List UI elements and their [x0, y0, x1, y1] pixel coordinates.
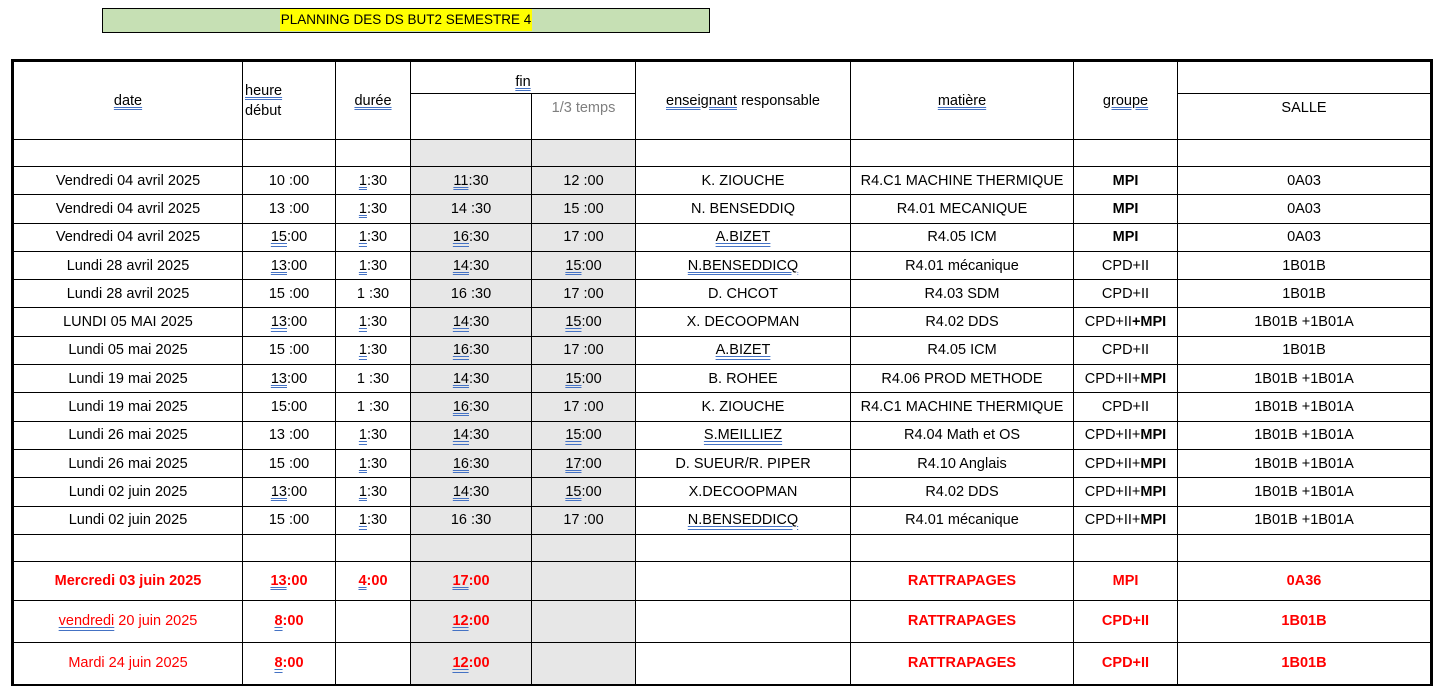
table-row: [13, 251, 1432, 279]
cell-duree[interactable]: 1:30: [336, 449, 411, 477]
cell-enseignant[interactable]: N. BENSEDDIQ: [636, 195, 851, 223]
cell-salle[interactable]: 1B01B +1B01A: [1178, 308, 1432, 336]
cell-fin[interactable]: 16 :30: [411, 280, 532, 308]
blank-row: [13, 140, 1432, 167]
table-row: [13, 393, 1432, 421]
cell-duree[interactable]: 1:30: [336, 167, 411, 195]
cell-duree[interactable]: [336, 600, 411, 642]
cell-heure[interactable]: 10 :00: [243, 167, 336, 195]
table-row: [13, 506, 1432, 534]
cell-date[interactable]: vendredi 20 juin 2025: [13, 600, 243, 642]
cell-heure[interactable]: 15 :00: [243, 280, 336, 308]
table-row: [13, 449, 1432, 477]
cell-tiers-temps[interactable]: 17 :00: [532, 280, 636, 308]
cell-matiere[interactable]: R4.06 PROD METHODE: [851, 365, 1074, 393]
cell-matiere[interactable]: R4.04 Math et OS: [851, 421, 1074, 449]
cell-tiers-temps[interactable]: 12 :00: [532, 167, 636, 195]
cell-duree[interactable]: 1 :30: [336, 393, 411, 421]
cell-salle[interactable]: 1B01B: [1178, 600, 1432, 642]
cell-salle[interactable]: 1B01B +1B01A: [1178, 449, 1432, 477]
cell-tiers-temps[interactable]: 15:00: [532, 251, 636, 279]
cell-groupe[interactable]: CPD+II: [1074, 393, 1178, 421]
cell-heure[interactable]: 15 :00: [243, 336, 336, 364]
cell-enseignant[interactable]: A.BIZET: [636, 223, 851, 251]
cell-fin[interactable]: 14:30: [411, 308, 532, 336]
cell-groupe[interactable]: MPI: [1074, 561, 1178, 600]
cell-fin[interactable]: 14:30: [411, 421, 532, 449]
cell-heure[interactable]: 13:00: [243, 478, 336, 506]
cell-salle[interactable]: 1B01B: [1178, 336, 1432, 364]
cell-date[interactable]: Lundi 26 mai 2025: [13, 421, 243, 449]
cell-tiers-temps[interactable]: 15 :00: [532, 195, 636, 223]
header-matiere[interactable]: matière: [851, 61, 1074, 140]
cell-duree[interactable]: 1:30: [336, 308, 411, 336]
cell-fin[interactable]: 16:30: [411, 393, 532, 421]
cell-fin[interactable]: 14:30: [411, 251, 532, 279]
cell-groupe[interactable]: MPI: [1074, 167, 1178, 195]
cell-tiers-temps[interactable]: 17 :00: [532, 336, 636, 364]
cell-fin[interactable]: 12:00: [411, 600, 532, 642]
cell-salle[interactable]: 1B01B +1B01A: [1178, 393, 1432, 421]
cell-tiers-temps[interactable]: 15:00: [532, 421, 636, 449]
cell-enseignant[interactable]: K. ZIOUCHE: [636, 167, 851, 195]
sheet-title: [102, 8, 710, 33]
cell-matiere[interactable]: R4.C1 MACHINE THERMIQUE: [851, 393, 1074, 421]
cell-heure[interactable]: 13:00: [243, 308, 336, 336]
cell-duree[interactable]: 4:00: [336, 561, 411, 600]
cell-salle[interactable]: 1B01B +1B01A: [1178, 421, 1432, 449]
cell-heure[interactable]: 8:00: [243, 642, 336, 685]
cell-salle[interactable]: 1B01B: [1178, 642, 1432, 685]
rattrapage-row: [13, 561, 1432, 600]
cell-enseignant[interactable]: X. DECOOPMAN: [636, 308, 851, 336]
rattrapage-row: [13, 600, 1432, 642]
cell-groupe[interactable]: CPD+II+MPI: [1074, 421, 1178, 449]
cell-heure[interactable]: 15:00: [243, 393, 336, 421]
cell-enseignant[interactable]: N.BENSEDDICQ: [636, 506, 851, 534]
cell-heure[interactable]: 13:00: [243, 365, 336, 393]
cell-date[interactable]: LUNDI 05 MAI 2025: [13, 308, 243, 336]
cell-matiere[interactable]: RATTRAPAGES: [851, 642, 1074, 685]
cell-matiere[interactable]: R4.03 SDM: [851, 280, 1074, 308]
cell-duree[interactable]: 1:30: [336, 195, 411, 223]
cell-enseignant[interactable]: [636, 561, 851, 600]
cell-salle[interactable]: 1B01B +1B01A: [1178, 506, 1432, 534]
header-date[interactable]: date: [13, 61, 243, 140]
cell-duree[interactable]: 1:30: [336, 251, 411, 279]
cell-date[interactable]: Lundi 28 avril 2025: [13, 280, 243, 308]
cell-date[interactable]: Mercredi 03 juin 2025: [13, 561, 243, 600]
cell-date[interactable]: Lundi 26 mai 2025: [13, 449, 243, 477]
cell-tiers-temps[interactable]: 17:00: [532, 449, 636, 477]
table-row: [13, 421, 1432, 449]
cell-matiere[interactable]: R4.02 DDS: [851, 478, 1074, 506]
cell-matiere[interactable]: R4.10 Anglais: [851, 449, 1074, 477]
header-enseignant[interactable]: enseignant responsable: [636, 61, 851, 140]
cell-date[interactable]: Vendredi 04 avril 2025: [13, 223, 243, 251]
cell-groupe[interactable]: CPD+II+MPI: [1074, 365, 1178, 393]
cell-duree[interactable]: 1 :30: [336, 365, 411, 393]
rattrapage-row: [13, 642, 1432, 685]
cell-date[interactable]: Vendredi 04 avril 2025: [13, 195, 243, 223]
table-row: [13, 478, 1432, 506]
cell-enseignant[interactable]: X.DECOOPMAN: [636, 478, 851, 506]
cell-date[interactable]: Lundi 02 juin 2025: [13, 506, 243, 534]
cell-fin[interactable]: 16:30: [411, 336, 532, 364]
cell-tiers-temps[interactable]: 15:00: [532, 365, 636, 393]
cell-fin[interactable]: 16:30: [411, 223, 532, 251]
cell-tiers-temps[interactable]: [532, 642, 636, 685]
cell-duree[interactable]: 1:30: [336, 478, 411, 506]
cell-groupe[interactable]: CPD+II+MPI: [1074, 506, 1178, 534]
cell-heure[interactable]: 13:00: [243, 251, 336, 279]
header-salle[interactable]: SALLE: [1178, 94, 1432, 140]
table-row: [13, 365, 1432, 393]
planning-table: [11, 59, 1433, 686]
header-groupe[interactable]: groupe: [1074, 61, 1178, 140]
cell-enseignant[interactable]: D. CHCOT: [636, 280, 851, 308]
cell-date[interactable]: Lundi 28 avril 2025: [13, 251, 243, 279]
cell-tiers-temps[interactable]: [532, 561, 636, 600]
cell-salle[interactable]: 0A03: [1178, 167, 1432, 195]
cell-heure[interactable]: 13 :00: [243, 421, 336, 449]
header-row-1: [13, 61, 1432, 94]
cell-date[interactable]: Lundi 19 mai 2025: [13, 365, 243, 393]
cell-date[interactable]: Mardi 24 juin 2025: [13, 642, 243, 685]
table-row: [13, 336, 1432, 364]
cell-groupe[interactable]: CPD+II+MPI: [1074, 449, 1178, 477]
table-row: [13, 308, 1432, 336]
cell-enseignant[interactable]: [636, 642, 851, 685]
cell-salle[interactable]: 0A36: [1178, 561, 1432, 600]
cell-heure[interactable]: 15 :00: [243, 506, 336, 534]
cell-fin[interactable]: 11:30: [411, 167, 532, 195]
cell-tiers-temps[interactable]: [532, 600, 636, 642]
cell-duree[interactable]: [336, 642, 411, 685]
cell-heure[interactable]: 13:00: [243, 561, 336, 600]
cell-duree[interactable]: 1 :30: [336, 280, 411, 308]
header-fin[interactable]: fin: [411, 61, 636, 94]
cell-enseignant[interactable]: B. ROHEE: [636, 365, 851, 393]
cell-fin[interactable]: 12:00: [411, 642, 532, 685]
cell-groupe[interactable]: CPD+II+MPI: [1074, 308, 1178, 336]
cell-heure[interactable]: 8:00: [243, 600, 336, 642]
table-row: [13, 223, 1432, 251]
cell-heure[interactable]: 13 :00: [243, 195, 336, 223]
cell-fin[interactable]: 14 :30: [411, 195, 532, 223]
cell-matiere[interactable]: RATTRAPAGES: [851, 561, 1074, 600]
table-row: [13, 167, 1432, 195]
cell-duree[interactable]: 1:30: [336, 336, 411, 364]
header-salle-top[interactable]: [1178, 61, 1432, 94]
cell-matiere[interactable]: R4.C1 MACHINE THERMIQUE: [851, 167, 1074, 195]
cell-matiere[interactable]: R4.01 mécanique: [851, 251, 1074, 279]
sheet-title-text: PLANNING DES DS BUT2 SEMESTRE 4: [280, 9, 533, 31]
cell-fin[interactable]: 14:30: [411, 478, 532, 506]
cell-date[interactable]: Lundi 02 juin 2025: [13, 478, 243, 506]
table-row: [13, 280, 1432, 308]
header-fin-sub[interactable]: [411, 94, 532, 140]
cell-groupe[interactable]: CPD+II: [1074, 280, 1178, 308]
cell-matiere[interactable]: R4.01 MECANIQUE: [851, 195, 1074, 223]
cell-tiers-temps[interactable]: 15:00: [532, 308, 636, 336]
cell-salle[interactable]: 1B01B: [1178, 251, 1432, 279]
cell-fin[interactable]: 16:30: [411, 449, 532, 477]
cell-tiers-temps[interactable]: 17 :00: [532, 393, 636, 421]
cell-tiers-temps[interactable]: 17 :00: [532, 223, 636, 251]
cell-groupe[interactable]: MPI: [1074, 195, 1178, 223]
header-tiers-temps[interactable]: 1/3 temps: [532, 94, 636, 140]
cell-salle[interactable]: 1B01B +1B01A: [1178, 365, 1432, 393]
cell-enseignant[interactable]: D. SUEUR/R. PIPER: [636, 449, 851, 477]
cell-duree[interactable]: 1:30: [336, 506, 411, 534]
table-row: [13, 195, 1432, 223]
cell-matiere[interactable]: R4.05 ICM: [851, 223, 1074, 251]
cell-fin[interactable]: 16 :30: [411, 506, 532, 534]
cell-date[interactable]: Vendredi 04 avril 2025: [13, 167, 243, 195]
cell-date[interactable]: Lundi 19 mai 2025: [13, 393, 243, 421]
cell-matiere[interactable]: R4.05 ICM: [851, 336, 1074, 364]
cell-fin[interactable]: 17:00: [411, 561, 532, 600]
cell-groupe[interactable]: CPD+II: [1074, 642, 1178, 685]
cell-groupe[interactable]: MPI: [1074, 223, 1178, 251]
cell-date[interactable]: Lundi 05 mai 2025: [13, 336, 243, 364]
cell-matiere[interactable]: RATTRAPAGES: [851, 600, 1074, 642]
cell-salle[interactable]: 1B01B: [1178, 280, 1432, 308]
cell-groupe[interactable]: CPD+II: [1074, 251, 1178, 279]
cell-groupe[interactable]: CPD+II: [1074, 336, 1178, 364]
spacer-row: [13, 534, 1432, 561]
cell-salle[interactable]: 0A03: [1178, 223, 1432, 251]
header-duree[interactable]: durée: [336, 61, 411, 140]
cell-salle[interactable]: 1B01B +1B01A: [1178, 478, 1432, 506]
cell-enseignant[interactable]: A.BIZET: [636, 336, 851, 364]
cell-matiere[interactable]: R4.01 mécanique: [851, 506, 1074, 534]
cell-tiers-temps[interactable]: 15:00: [532, 478, 636, 506]
cell-salle[interactable]: 0A03: [1178, 195, 1432, 223]
cell-enseignant[interactable]: K. ZIOUCHE: [636, 393, 851, 421]
cell-groupe[interactable]: CPD+II: [1074, 600, 1178, 642]
cell-duree[interactable]: 1:30: [336, 421, 411, 449]
header-heure-debut[interactable]: heure début: [243, 61, 336, 140]
cell-tiers-temps[interactable]: 17 :00: [532, 506, 636, 534]
cell-groupe[interactable]: CPD+II+MPI: [1074, 478, 1178, 506]
cell-enseignant[interactable]: N.BENSEDDICQ: [636, 251, 851, 279]
cell-heure[interactable]: 15 :00: [243, 449, 336, 477]
cell-fin[interactable]: 14:30: [411, 365, 532, 393]
cell-matiere[interactable]: R4.02 DDS: [851, 308, 1074, 336]
cell-heure[interactable]: 15:00: [243, 223, 336, 251]
cell-enseignant[interactable]: S.MEILLIEZ: [636, 421, 851, 449]
cell-enseignant[interactable]: [636, 600, 851, 642]
cell-duree[interactable]: 1:30: [336, 223, 411, 251]
